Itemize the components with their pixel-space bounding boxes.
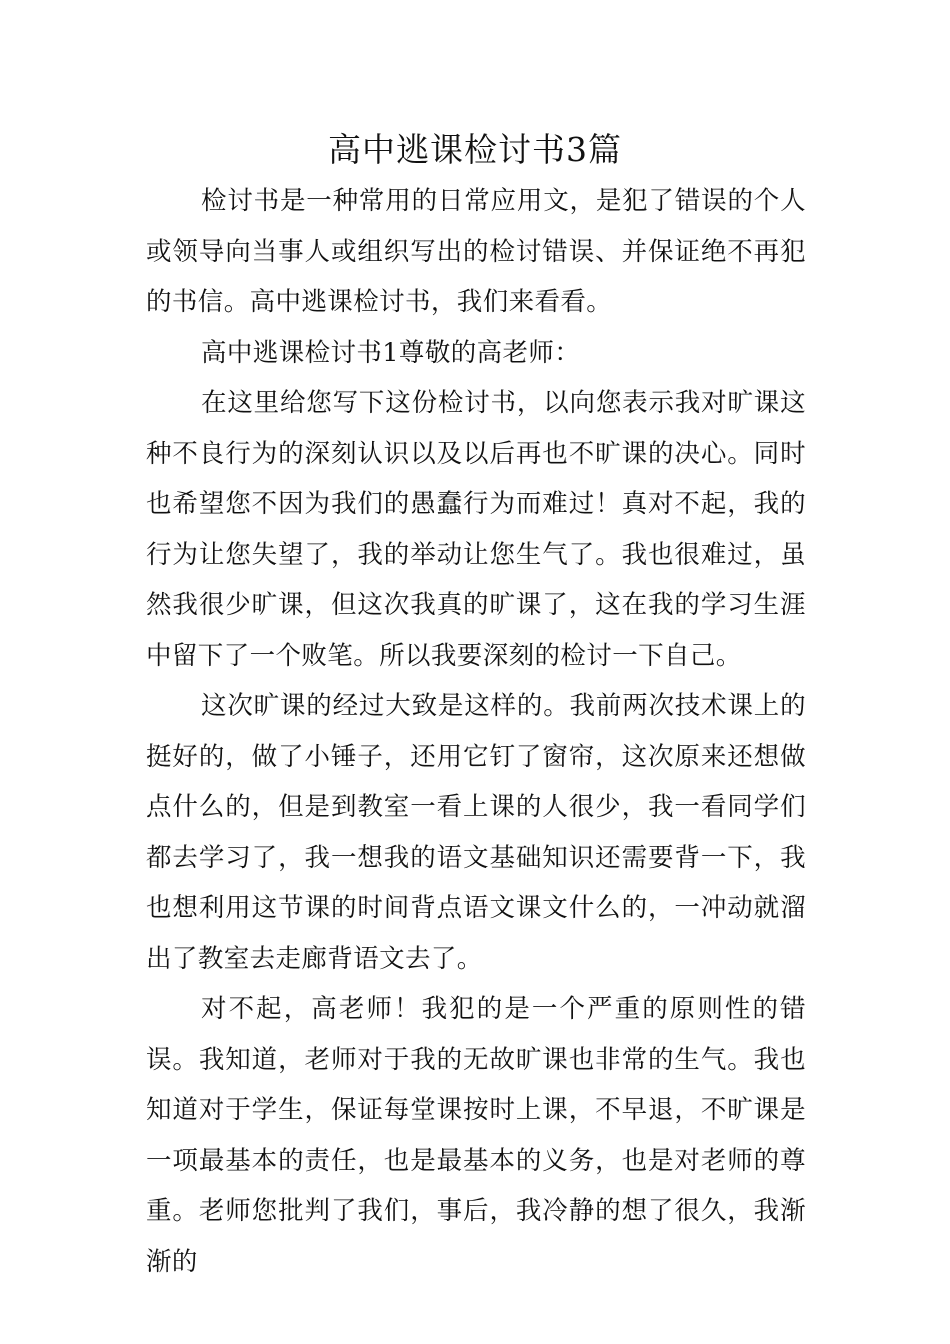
document-title: 高中逃课检讨书3篇 [328, 130, 622, 169]
paragraph-reflection: 对不起，高老师！我犯的是一个严重的原则性的错误。我知道，老师对于我的无故旷课也非常的生气。我也知道对于学生，保证每堂课按时上课，不早退，不旷课是一项最基本的责任，也是最基本的义务，也是对老师的尊重。老师您批判了我们，事后，我冷静的想了很久，我渐渐的 [146, 994, 806, 1277]
paragraph-intro: 检讨书是一种常用的日常应用文，是犯了错误的个人或领导向当事人或组织写出的检讨错误、并保证绝不再犯的书信。高中逃课检讨书，我们来看看。 [146, 186, 806, 317]
document-body [146, 176, 806, 1287]
paragraph-salutation: 高中逃课检讨书1尊敬的高老师： [201, 337, 581, 368]
paragraph-account: 这次旷课的经过大致是这样的。我前两次技术课上的挺好的，做了小锤子，还用它钉了窗帘，这次原来还想做点什么的，但是到教室一看上课的人很少，我一看同学们都去学习了，我一想我的语文基础知识还需要背一下，我也想利用这节课的时间背点语文课文什么的，一冲动就溜出了教室去走廊背语文去了。 [146, 691, 806, 974]
paragraph-apology: 在这里给您写下这份检讨书，以向您表示我对旷课这种不良行为的深刻认识以及以后再也不旷课的决心。同时也希望您不因为我们的愚蠢行为而难过！真对不起，我的行为让您失望了，我的举动让您生气了。我也很难过，虽然我很少旷课，但这次我真的旷课了，这在我的学习生涯中留下了一个败笔。所以我要深刻的检讨一下自己。 [146, 388, 806, 671]
